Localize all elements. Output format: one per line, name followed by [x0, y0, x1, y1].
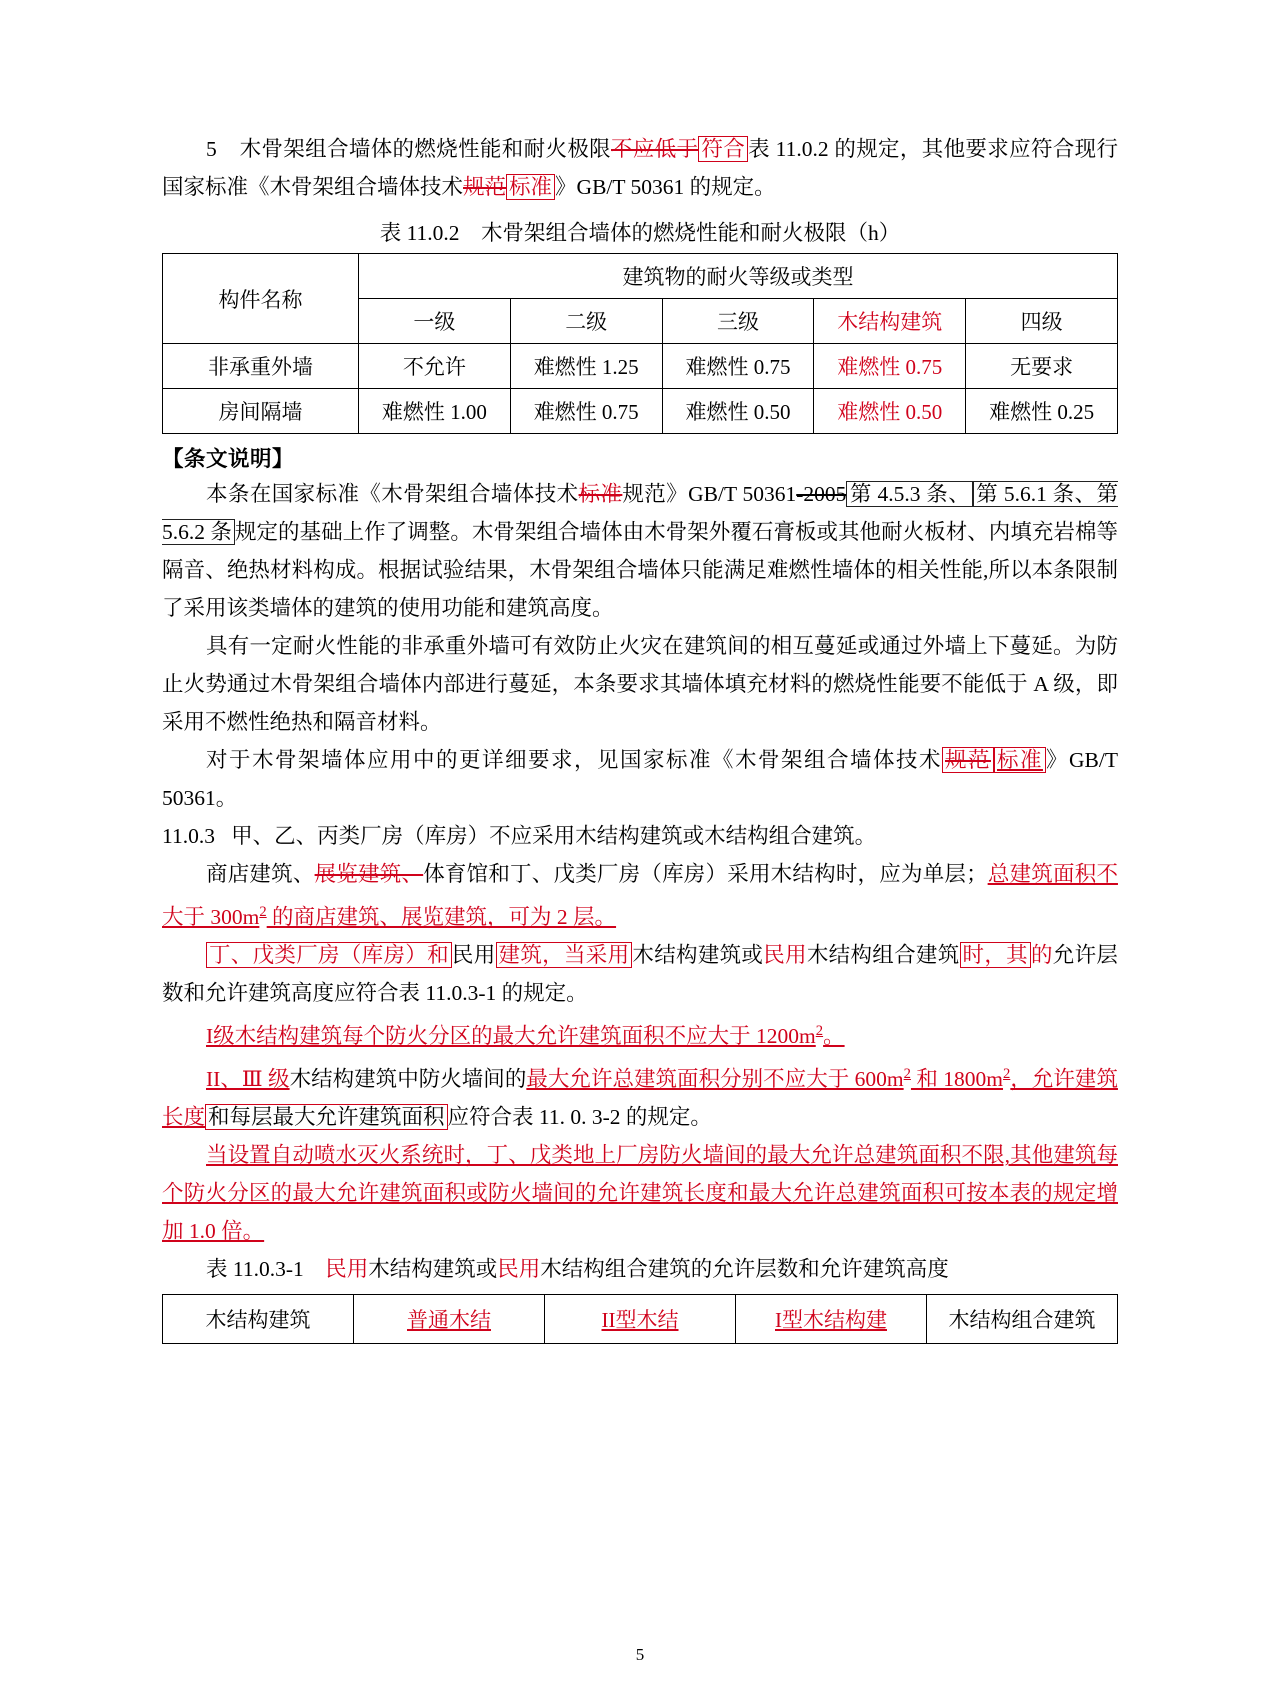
- explanation-heading: 【条文说明】: [162, 447, 295, 471]
- exp1-text-c: 规定的基础上作了调整。木骨架组合墙体由木骨架外覆石膏板或其他耐火板材、内填充岩棉等隔音、绝热材料构成。根据试验结果，木骨架组合墙体只能满足难燃性墙体的相关性能,所以本条限制了采用该类墙体的建筑的使用功能和建筑高度。: [162, 520, 1118, 620]
- clause-5-paragraph: [162, 130, 1118, 206]
- shop-red-underline: 总建筑面积不大于 300m: [162, 862, 1118, 930]
- table-row: [163, 254, 1118, 299]
- explanation-paragraph-1: [162, 475, 1118, 627]
- table-header-group: 建筑物的耐火等级或类型: [359, 254, 1118, 299]
- level23-text-d: 和 1800m: [910, 1067, 1004, 1092]
- table-cell: 难燃性 1.00: [359, 389, 511, 434]
- table-col-1: 一级: [359, 299, 511, 344]
- clause-5-strike-1: 不应低于: [611, 137, 699, 161]
- exp1-text-b: 规范》GB/T 50361: [622, 482, 797, 506]
- level23-sup-2: 2: [1003, 1066, 1011, 1083]
- clause-11-0-3-text: 甲、乙、丙类厂房（库房）不应采用木结构建筑或木结构组合建筑。: [231, 824, 877, 848]
- exp1-strike-red: 标准: [578, 482, 623, 506]
- level1-sup: 2: [815, 1023, 824, 1040]
- table-cell: 难燃性 0.50: [662, 389, 814, 434]
- paragraph-level-2-3: [162, 1055, 1118, 1136]
- table-cell: 难燃性 0.25: [966, 389, 1118, 434]
- table-cell: 难燃性 0.75: [662, 344, 814, 389]
- level23-text-a: II、Ⅲ 级: [206, 1067, 290, 1092]
- table-header-cell-2: 普通木结: [354, 1295, 545, 1344]
- table-11-0-3-1-caption: [162, 1250, 1118, 1288]
- ding-red-2: 民用: [763, 943, 807, 968]
- caption-c: 木结构组合建筑的允许层数和允许建筑高度: [540, 1257, 949, 1282]
- table-11-0-3-1-grid: [162, 1294, 1118, 1344]
- table-cell-highlight: 难燃性 0.75: [814, 344, 966, 389]
- shop-text-a: 商店建筑、: [206, 862, 315, 886]
- caption-a: 表 11.0.3-1: [206, 1257, 326, 1282]
- exp1-strike-black: -2005: [796, 482, 847, 506]
- level23-box: 和每层最大允许建筑面积: [205, 1104, 448, 1130]
- table-cell: 难燃性 0.75: [510, 389, 662, 434]
- ding-box-1: 丁、戊类厂房（库房）和: [206, 942, 452, 968]
- table-header-component-name: 构件名称: [163, 254, 359, 344]
- exp3-text-b: 》GB/T 50361。: [162, 748, 1118, 810]
- table-header-cell-3: II型木结: [545, 1295, 736, 1344]
- table-row: [163, 1295, 1118, 1344]
- caption-red-1: 民用: [325, 1257, 369, 1282]
- level23-text-e: ，允许建筑长度: [162, 1067, 1118, 1130]
- ding-text-a: 木结构建筑或: [632, 943, 764, 968]
- table-header-cell-4: I型木结构建: [736, 1295, 927, 1344]
- level23-text-f: 应符合表 11. 0. 3-2 的规定。: [447, 1105, 712, 1130]
- table-cell: 难燃性 1.25: [510, 344, 662, 389]
- exp3-box-1: 规范: [942, 747, 994, 773]
- shop-text-b: 体育馆和丁、戊类厂房（库房）采用木结构时，应为单层；: [423, 862, 988, 886]
- exp1-box-2: 第 5.6.1 条、第 5.6.2 条: [162, 482, 1118, 544]
- caption-b: 木结构建筑或: [368, 1257, 498, 1282]
- clause-5-text-2: 表 11.0.2 的规定，其他要求应符合现行国家标准《木骨架组合墙体技术: [162, 137, 1118, 199]
- explanation-paragraph-2: 具有一定耐火性能的非承重外墙可有效防止火灾在建筑间的相互蔓延或通过外墙上下蔓延。为防止火势通过木骨架组合墙体内部进行蔓延，本条要求其墙体填充材料的燃烧性能要不能低于 A 级，即采用不燃性绝热和隔音材料。: [162, 634, 1118, 734]
- paragraph-ding: [162, 936, 1118, 1012]
- table-11-0-2: [162, 253, 1118, 434]
- table-col-4: 木结构建筑: [814, 299, 966, 344]
- caption-red-2: 民用: [497, 1257, 541, 1282]
- level23-sup-1: 2: [903, 1066, 911, 1083]
- explanation-paragraph-3: [162, 741, 1118, 817]
- exp1-text-a: 本条在国家标准《木骨架组合墙体技术: [206, 482, 579, 506]
- ding-text-b: 木结构组合建筑: [806, 943, 960, 968]
- page-number: 5: [635, 1645, 645, 1664]
- clause-5-text-1: 木骨架组合墙体的燃烧性能和耐火极限: [239, 137, 612, 161]
- clause-11-0-3-paragraph: [162, 817, 1118, 855]
- table-col-3: 三级: [662, 299, 814, 344]
- clause-5-strike-2: 规范: [463, 175, 507, 199]
- table-row: [163, 389, 1118, 434]
- level1-text: I级木结构建筑每个防火分区的最大允许建筑面积不应大于 1200m: [206, 1024, 816, 1049]
- table-11-0-3-1: [162, 1294, 1118, 1344]
- level1-tail: 。: [823, 1024, 845, 1049]
- shop-strike-red: 展览建筑、: [314, 862, 424, 886]
- paragraph-level-1: [162, 1012, 1118, 1055]
- clause-5-number: 5: [206, 137, 217, 161]
- ding-red-3: 的: [1030, 943, 1053, 968]
- level23-text-c: 最大允许总建筑面积分别不应大于 600m: [526, 1067, 904, 1092]
- table-header-cell-5: 木结构组合建筑: [927, 1295, 1118, 1344]
- table-cell: 不允许: [359, 344, 511, 389]
- clause-5-box-2: 标准: [506, 174, 555, 200]
- table-row: [163, 344, 1118, 389]
- exp1-box-1: 第 4.5.3 条、: [846, 481, 973, 507]
- table-col-5: 四级: [966, 299, 1118, 344]
- table-row-name: 房间隔墙: [163, 389, 359, 434]
- exp3-box-2: 标准: [994, 747, 1046, 773]
- paragraph-shop: [162, 855, 1118, 936]
- exp3-text-a: 对于木骨架墙体应用中的更详细要求，见国家标准《木骨架组合墙体技术: [206, 748, 942, 772]
- paragraph-sprinkler: 当设置自动喷水灭火系统时，丁、戊类地上厂房防火墙间的最大允许总建筑面积不限,其他建筑每个防火分区的最大允许建筑面积或防火墙间的允许建筑长度和最大允许总建筑面积可按本表的规定增加 1.0 倍。: [162, 1143, 1118, 1244]
- ding-text-a0: 民用: [451, 943, 496, 968]
- shop-red-sup: 2: [259, 904, 267, 920]
- shop-red-underline-2: 的商店建筑、展览建筑，可为 2 层。: [266, 905, 617, 930]
- table-11-0-2-caption: 表 11.0.2 木骨架组合墙体的燃烧性能和耐火极限（h）: [379, 221, 901, 245]
- table-col-2: 二级: [510, 299, 662, 344]
- ding-text-c: 允许层数和允许建筑高度应符合表 11.0.3-1 的规定。: [162, 943, 1118, 1006]
- clause-5-text-3: 》GB/T 50361 的规定。: [555, 175, 776, 199]
- table-cell: 无要求: [966, 344, 1118, 389]
- ding-box-3: 时，其: [960, 942, 1031, 968]
- level23-text-b: 木结构建筑中防火墙间的: [289, 1067, 527, 1092]
- table-header-cell-1: 木结构建筑: [163, 1295, 354, 1344]
- table-row-name: 非承重外墙: [163, 344, 359, 389]
- clause-11-0-3-number: 11.0.3: [162, 824, 215, 848]
- table-cell-highlight: 难燃性 0.50: [814, 389, 966, 434]
- ding-box-2: 建筑，当采用: [496, 942, 633, 968]
- clause-5-box-1: 符合: [698, 136, 748, 162]
